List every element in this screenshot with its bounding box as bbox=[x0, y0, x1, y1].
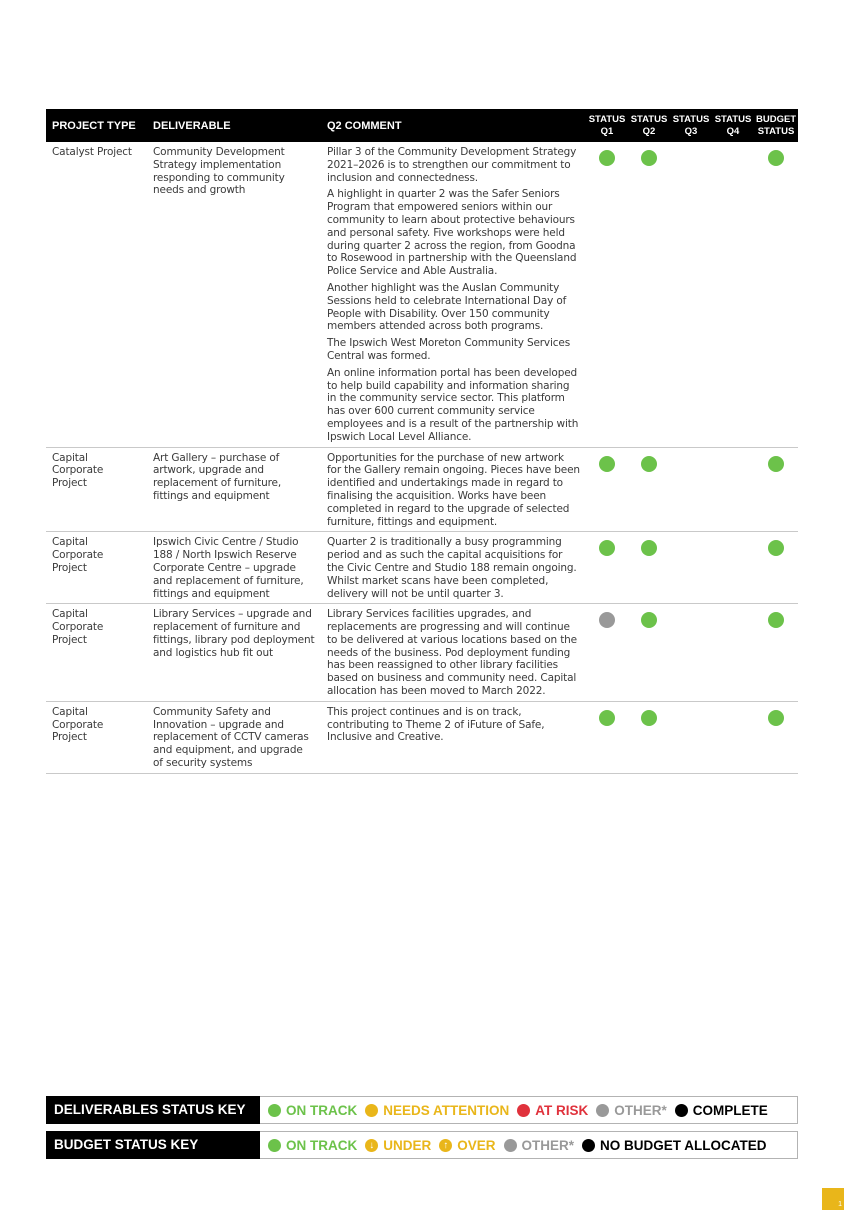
budget-status-cell bbox=[754, 532, 798, 604]
status-q1-cell bbox=[586, 447, 628, 532]
comment-paragraph: Opportunities for the purchase of new artwork for the Gallery remain ongoing. Pieces have been identified and undertakings made in regard to finalising the acquisition. Works have been completed in regard to the upgrade of selected furniture, fittings and equipment. bbox=[327, 451, 580, 528]
header-status-q1 bbox=[586, 109, 628, 142]
header-status-q3-line2: Q3 bbox=[684, 125, 698, 137]
project-type-cell: Capital Corporate Project bbox=[46, 604, 147, 702]
deliverable-cell: Art Gallery – purchase of artwork, upgrade and replacement of furniture, fittings and equipment bbox=[147, 447, 321, 532]
key-item bbox=[439, 1138, 495, 1153]
budget-status-key bbox=[46, 1131, 798, 1159]
on-track-status-dot-icon bbox=[641, 710, 657, 726]
comment-cell bbox=[321, 604, 586, 702]
green-dot-icon bbox=[268, 1139, 281, 1152]
table-body bbox=[46, 142, 798, 773]
header-project-type: PROJECT TYPE bbox=[46, 109, 147, 142]
on-track-status-dot-icon bbox=[641, 456, 657, 472]
key-label: ON TRACK bbox=[286, 1102, 358, 1118]
key-label: NEEDS ATTENTION bbox=[383, 1102, 510, 1118]
on-track-status-dot-icon bbox=[641, 612, 657, 628]
on-track-status-dot-icon bbox=[768, 456, 784, 472]
project-type-cell: Capital Corporate Project bbox=[46, 532, 147, 604]
status-q2-cell bbox=[628, 604, 670, 702]
comment-cell bbox=[321, 447, 586, 532]
header-status-q2-line1: STATUS bbox=[630, 113, 668, 125]
status-q3-cell bbox=[670, 532, 712, 604]
down-arrow-circle-icon: ↓ bbox=[365, 1139, 378, 1152]
on-track-status-dot-icon bbox=[599, 150, 615, 166]
status-q3-cell bbox=[670, 701, 712, 773]
on-track-status-dot-icon bbox=[641, 150, 657, 166]
key-item bbox=[268, 1103, 357, 1118]
grey-dot-icon bbox=[596, 1104, 609, 1117]
key-label: OVER bbox=[457, 1137, 496, 1153]
status-q4-cell bbox=[712, 532, 754, 604]
table-header-row bbox=[46, 109, 798, 142]
header-status-q3-line1: STATUS bbox=[672, 113, 710, 125]
key-label: OTHER* bbox=[521, 1137, 575, 1153]
status-q3-cell bbox=[670, 447, 712, 532]
yellow-dot-icon bbox=[365, 1104, 378, 1117]
key-item bbox=[504, 1138, 575, 1153]
header-budget-status bbox=[754, 109, 798, 142]
header-status-q3 bbox=[670, 109, 712, 142]
key-label: NO BUDGET ALLOCATED bbox=[600, 1137, 767, 1153]
key-label: ON TRACK bbox=[286, 1137, 358, 1153]
status-q4-cell bbox=[712, 701, 754, 773]
project-type-cell: Capital Corporate Project bbox=[46, 701, 147, 773]
deliverables-status-key bbox=[46, 1096, 798, 1124]
status-q1-cell bbox=[586, 701, 628, 773]
deliverable-cell: Ipswich Civic Centre / Studio 188 / North Ipswich Reserve Corporate Centre – upgrade and replacement of furniture, fittings and equipment bbox=[147, 532, 321, 604]
deliverable-cell: Library Services – upgrade and replacement of furniture and fittings, library pod deployment and logistics hub fit out bbox=[147, 604, 321, 702]
header-status-q4-line2: Q4 bbox=[726, 125, 740, 137]
key-label: UNDER bbox=[383, 1137, 432, 1153]
red-dot-icon bbox=[517, 1104, 530, 1117]
comment-cell bbox=[321, 532, 586, 604]
deliverable-cell: Community Safety and Innovation – upgrade and replacement of CCTV cameras and equipment, and upgrade of security systems bbox=[147, 701, 321, 773]
on-track-status-dot-icon bbox=[599, 456, 615, 472]
comment-paragraph: Pillar 3 of the Community Development Strategy 2021–2026 is to strengthen our commitment to inclusion and connectedness. bbox=[327, 146, 577, 184]
header-status-q1-line2: Q1 bbox=[600, 125, 614, 137]
project-type-cell: Catalyst Project bbox=[46, 142, 147, 447]
budget-status-cell bbox=[754, 701, 798, 773]
header-status-q4 bbox=[712, 109, 754, 142]
comment-paragraph: Quarter 2 is traditionally a busy programming period and as such the capital acquisitions for the Civic Centre and Studio 188 remain ongoing. Whilst market scans have been completed, delivery will not be until quarter 3. bbox=[327, 536, 577, 600]
other-status-dot-icon bbox=[599, 612, 615, 628]
on-track-status-dot-icon bbox=[599, 710, 615, 726]
green-dot-icon bbox=[268, 1104, 281, 1117]
comment-paragraph: The Ipswich West Moreton Community Services Central was formed. bbox=[327, 337, 571, 362]
comment-paragraph: An online information portal has been developed to help build capability and information sharing in the community service sector. This platform has over 600 current community service employees and is a result of the partnership with Ipswich Local Level Alliance. bbox=[327, 366, 579, 443]
key-item bbox=[517, 1103, 588, 1118]
deliverable-cell: Community Development Strategy implementation responding to community needs and growth bbox=[147, 142, 321, 447]
key-label: AT RISK bbox=[535, 1102, 589, 1118]
status-q1-cell bbox=[586, 604, 628, 702]
status-q2-cell bbox=[628, 142, 670, 447]
up-arrow-circle-icon: ↑ bbox=[439, 1139, 452, 1152]
header-status-q2 bbox=[628, 109, 670, 142]
status-q4-cell bbox=[712, 604, 754, 702]
table-row bbox=[46, 447, 798, 532]
header-status-q1-line1: STATUS bbox=[588, 113, 626, 125]
key-item bbox=[596, 1103, 667, 1118]
on-track-status-dot-icon bbox=[599, 540, 615, 556]
budget-key-title: BUDGET STATUS KEY bbox=[46, 1131, 260, 1159]
deliverables-table bbox=[46, 109, 798, 774]
on-track-status-dot-icon bbox=[641, 540, 657, 556]
comment-paragraph: This project continues and is on track, contributing to Theme 2 of iFuture of Safe, Inclusive and Creative. bbox=[327, 705, 545, 744]
status-q3-cell bbox=[670, 604, 712, 702]
on-track-status-dot-icon bbox=[768, 710, 784, 726]
status-q2-cell bbox=[628, 447, 670, 532]
comment-paragraph: Another highlight was the Auslan Community Sessions held to celebrate International Day of People with Disability. Over 150 community members attended across both programs. bbox=[327, 281, 567, 333]
budget-status-cell bbox=[754, 604, 798, 702]
grey-dot-icon bbox=[504, 1139, 517, 1152]
table-row bbox=[46, 701, 798, 773]
table-row bbox=[46, 604, 798, 702]
comment-paragraph: Library Services facilities upgrades, and replacements are progressing and will continue to be delivered at various locations based on the needs of the business. Pod deployment funding has been reassigned to other library facilities based on business and community need. Capital allocation has been moved to March 2022. bbox=[327, 608, 577, 698]
comment-cell bbox=[321, 701, 586, 773]
header-comment: Q2 COMMENT bbox=[321, 109, 586, 142]
project-type-cell: Capital Corporate Project bbox=[46, 447, 147, 532]
status-q4-cell bbox=[712, 447, 754, 532]
key-item bbox=[582, 1138, 767, 1153]
status-q2-cell bbox=[628, 532, 670, 604]
header-deliverable: DELIVERABLE bbox=[147, 109, 321, 142]
table-row bbox=[46, 142, 798, 447]
header-status-q2-line2: Q2 bbox=[642, 125, 656, 137]
budget-key-items bbox=[260, 1138, 775, 1153]
on-track-status-dot-icon bbox=[768, 150, 784, 166]
on-track-status-dot-icon bbox=[768, 540, 784, 556]
on-track-status-dot-icon bbox=[768, 612, 784, 628]
deliverables-key-title: DELIVERABLES STATUS KEY bbox=[46, 1096, 260, 1124]
key-label: COMPLETE bbox=[692, 1102, 768, 1118]
black-dot-icon bbox=[582, 1139, 595, 1152]
page-number-tab: 1 bbox=[822, 1188, 844, 1210]
header-budget-line2: STATUS bbox=[757, 125, 795, 137]
status-q4-cell bbox=[712, 142, 754, 447]
header-budget-line1: BUDGET bbox=[756, 113, 797, 125]
key-item bbox=[268, 1138, 357, 1153]
comment-paragraph: A highlight in quarter 2 was the Safer Seniors Program that empowered seniors within our community to learn about protective behaviours and personal safety. Five workshops were held during quarter 2 across the region, from Goodna to Rosewood in partnership with the Queensland Police Service and Able Australia. bbox=[327, 188, 577, 278]
key-item bbox=[365, 1138, 431, 1153]
key-label: OTHER* bbox=[614, 1102, 667, 1118]
deliverables-key-items bbox=[260, 1103, 776, 1118]
key-item bbox=[365, 1103, 509, 1118]
status-q1-cell bbox=[586, 142, 628, 447]
status-q1-cell bbox=[586, 532, 628, 604]
status-q3-cell bbox=[670, 142, 712, 447]
status-q2-cell bbox=[628, 701, 670, 773]
table-row bbox=[46, 532, 798, 604]
budget-status-cell bbox=[754, 142, 798, 447]
black-dot-icon bbox=[675, 1104, 688, 1117]
comment-cell bbox=[321, 142, 586, 447]
budget-status-cell bbox=[754, 447, 798, 532]
header-status-q4-line1: STATUS bbox=[714, 113, 752, 125]
key-item bbox=[675, 1103, 768, 1118]
